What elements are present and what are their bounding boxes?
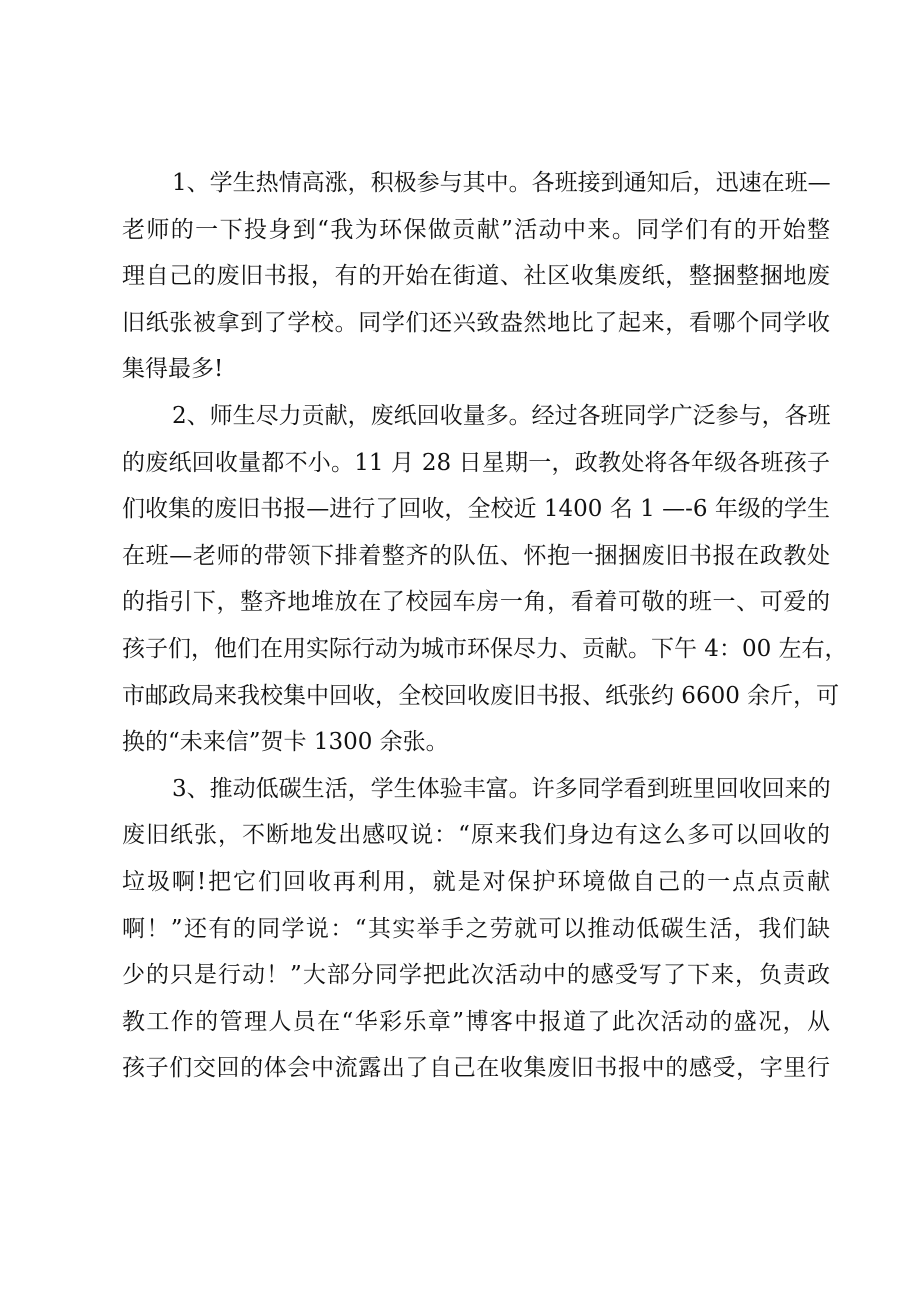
text-line: 孩子们，他们在用实际行动为城市环保尽力、贡献。下午 4：00 左右， — [122, 635, 848, 662]
text-line: 理自己的废旧书报，有的开始在街道、社区收集废纸，整捆整捆地废 — [122, 263, 830, 290]
text-line: 1、学生热情高涨，积极参与其中。各班接到通知后，迅速在班— — [172, 170, 831, 196]
text-line: 市邮政局来我校集中回收，全校回收废旧书报、纸张约 6600 余斤，可 — [122, 682, 840, 709]
paragraph-3 — [122, 766, 830, 1092]
text-line: 老师的一下投身到“我为环保做贡献”活动中来。同学们有的开始整 — [122, 216, 830, 243]
text-line: 3、推动低碳生活，学生体验丰富。许多同学看到班里回收回来的 — [172, 775, 831, 802]
text-line: 教工作的管理人员在“华彩乐章”博客中报道了此次活动的盛况，从 — [122, 1008, 830, 1035]
text-line: 废旧纸张，不断地发出感叹说：“原来我们身边有这么多可以回收的 — [122, 822, 830, 849]
text-line: 的废纸回收量都不小。11 月 28 日星期一，政教处将各年级各班孩子 — [122, 449, 830, 476]
text-line: 啊！”还有的同学说：“其实举手之劳就可以推动低碳生活，我们缺 — [122, 915, 830, 942]
paragraph-1 — [122, 160, 830, 393]
text-line: 们收集的废旧书报—进行了回收，全校近 1400 名 1 —-6 年级的学生 — [122, 496, 830, 523]
text-line: 2、师生尽力贡献，废纸回收量多。经过各班同学广泛参与，各班 — [172, 402, 831, 429]
text-line: 孩子们交回的体会中流露出了自己在收集废旧书报中的感受，字里行 — [122, 1055, 830, 1082]
text-line: 集得最多! — [122, 356, 224, 383]
paragraph-2 — [122, 393, 848, 766]
document-body — [122, 160, 848, 1092]
text-line: 在班—老师的带领下排着整齐的队伍、怀抱一捆捆废旧书报在政教处 — [122, 542, 830, 569]
text-line: 的指引下，整齐地堆放在了校园车房一角，看着可敬的班一、可爱的 — [122, 589, 830, 616]
text-line: 少的只是行动！”大部分同学把此次活动中的感受写了下来，负责政 — [122, 962, 830, 989]
text-line: 换的“未来信”贺卡 1300 余张。 — [122, 729, 449, 756]
text-line: 垃圾啊!把它们回收再利用，就是对保护环境做自己的一点点贡献 — [122, 868, 830, 895]
text-line: 旧纸张被拿到了学校。同学们还兴致盎然地比了起来，看哪个同学收 — [122, 309, 830, 336]
